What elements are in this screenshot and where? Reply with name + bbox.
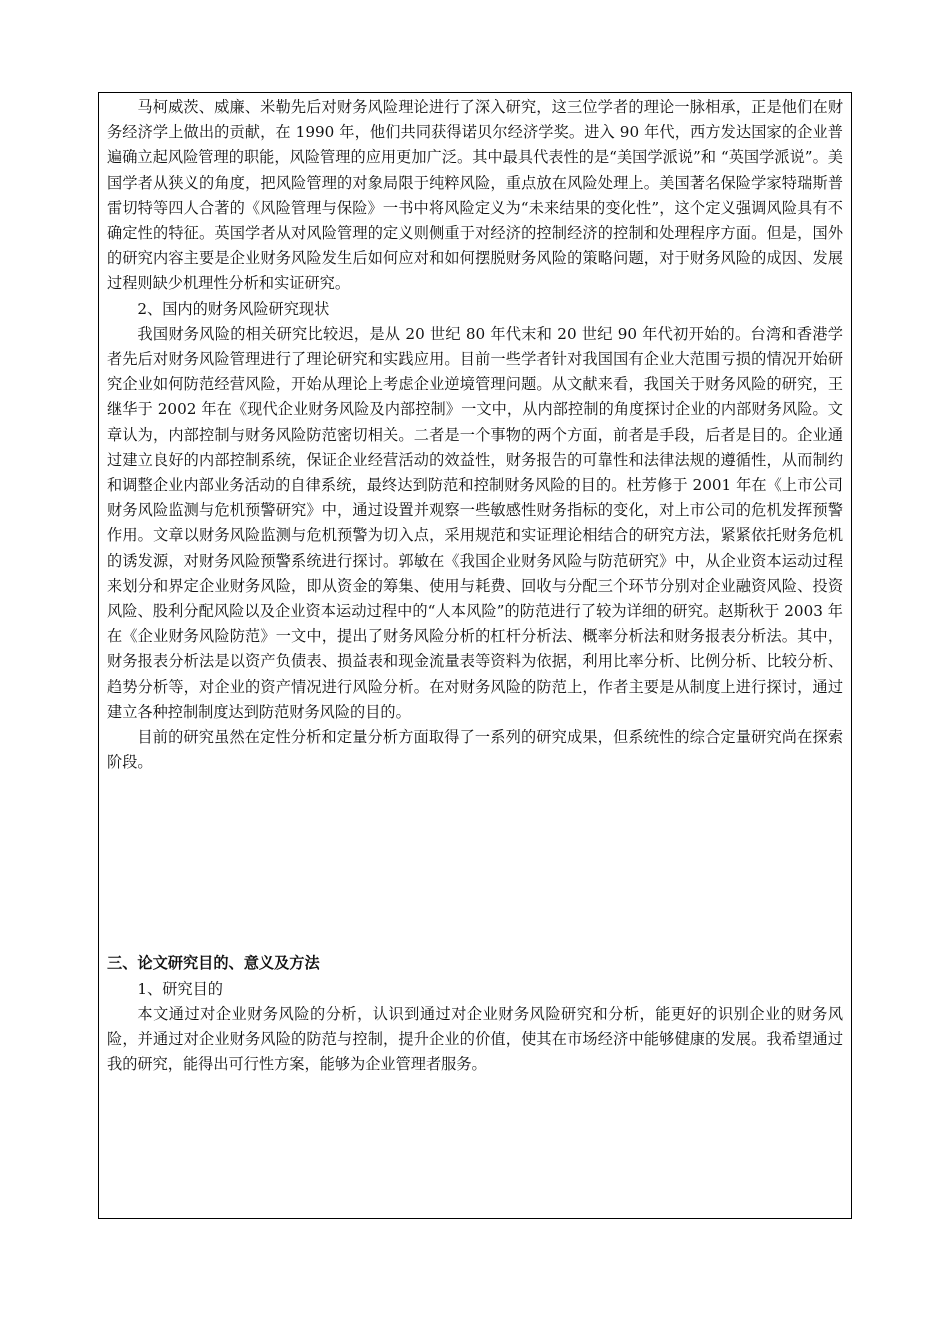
section-heading-objectives: 三、论文研究目的、意义及方法 <box>107 954 320 973</box>
paragraph-domestic-research: 我国财务风险的相关研究比较迟，是从 20 世纪 80 年代末和 20 世纪 90 年代初开始的。台湾和香港学者先后对财务风险管理进行了理论研究和实践应用。目前一些学者针对我国国有企业大范围亏损的情况开始研究企业如何防范经营风险，开始从理论上考虑企业逆境管理问题。从文献来看，我国关于财务风险的研究，王继华于 2002 年在《现代企业财务风险及内部控制》一文中，从内部控制的角度探讨企业的内部财务风险。文章认为，内部控制与财务风险防范密切相关。二者是一个事物的两个方面，前者是手段，后者是目的。企业通过建立良好的内部控制系统，保证企业经营活动的效益性，财务报告的可靠性和法律法规的遵循性，从而制约和调整企业内部业务活动的自律系统，最终达到防范和控制财务风险的目的。杜芳修于 2001 年在《上市公司财务风险监测与危机预警研究》中，通过设置并观察一些敏感性财务指标的变化，对上市公司的危机发挥预警作用。文章以财务风险监测与危机预警为切入点，采用规范和实证理论相结合的研究方法，紧紧依托财务危机的诱发源，对财务风险预警系统进行探讨。郭敏在《我国企业财务风险与防范研究》中，从企业资本运动过程来划分和界定企业财务风险，即从资金的筹集、使用与耗费、回收与分配三个环节分别对企业融资风险、投资风险、股利分配风险以及企业资本运动过程中的“人本风险”的防范进行了较为详细的研究。赵斯秋于 2003 年在《企业财务风险防范》一文中，提出了财务风险分析的杠杆分析法、概率分析法和财务报表分析法。其中，财务报表分析法是以资产负债表、损益表和现金流量表等资料为依据，利用比率分析、比例分析、比较分析、趋势分析等，对企业的资产情况进行风险分析。在对财务风险的防范上，作者主要是从制度上进行探讨，通过建立各种控制制度达到防范财务风险的目的。 <box>107 324 843 721</box>
subheading-research-purpose: 1、研究目的 <box>137 979 223 998</box>
content-frame <box>98 92 852 1219</box>
subheading-domestic-research: 2、国内的财务风险研究现状 <box>137 299 330 318</box>
paragraph-research-summary: 目前的研究虽然在定性分析和定量分析方面取得了一系列的研究成果，但系统性的综合定量研究尚在探索阶段。 <box>107 728 843 772</box>
document-body <box>107 95 843 1078</box>
paragraph-research-purpose: 本文通过对企业财务风险的分析，认识到通过对企业财务风险研究和分析，能更好的识别企业的财务风险，并通过对企业财务风险的防范与控制，提升企业的价值，使其在市场经济中能够健康的发展。我希望通过我的研究，能得出可行性方案，能够为企业管理者服务。 <box>107 1004 843 1074</box>
paragraph-foreign-research: 马柯威茨、威廉、米勒先后对财务风险理论进行了深入研究，这三位学者的理论一脉相承，正是他们在财务经济学上做出的贡献，在 1990 年，他们共同获得诺贝尔经济学奖。进入 90 年代，西方发达国家的企业普遍确立起风险管理的职能，风险管理的应用更加广泛。其中最具代表性的是“美国学派说”和 “英国学派说”。美国学者从狭义的角度，把风险管理的对象局限于纯粹风险，重点放在风险处理上。美国著名保险学家特瑞斯普雷切特等四人合著的《风险管理与保险》一书中将风险定义为“未来结果的变化性”，这个定义强调风险具有不确定性的特征。英国学者从对风险管理的定义则侧重于对经济的控制经济的控制和处理程序方面。但是，国外的研究内容主要是企业财务风险发生后如何应对和如何摆脱财务风险的策略问题，对于财务风险的成因、发展过程则缺少机理性分析和实证研究。 <box>107 98 843 293</box>
blank-space <box>107 775 843 951</box>
